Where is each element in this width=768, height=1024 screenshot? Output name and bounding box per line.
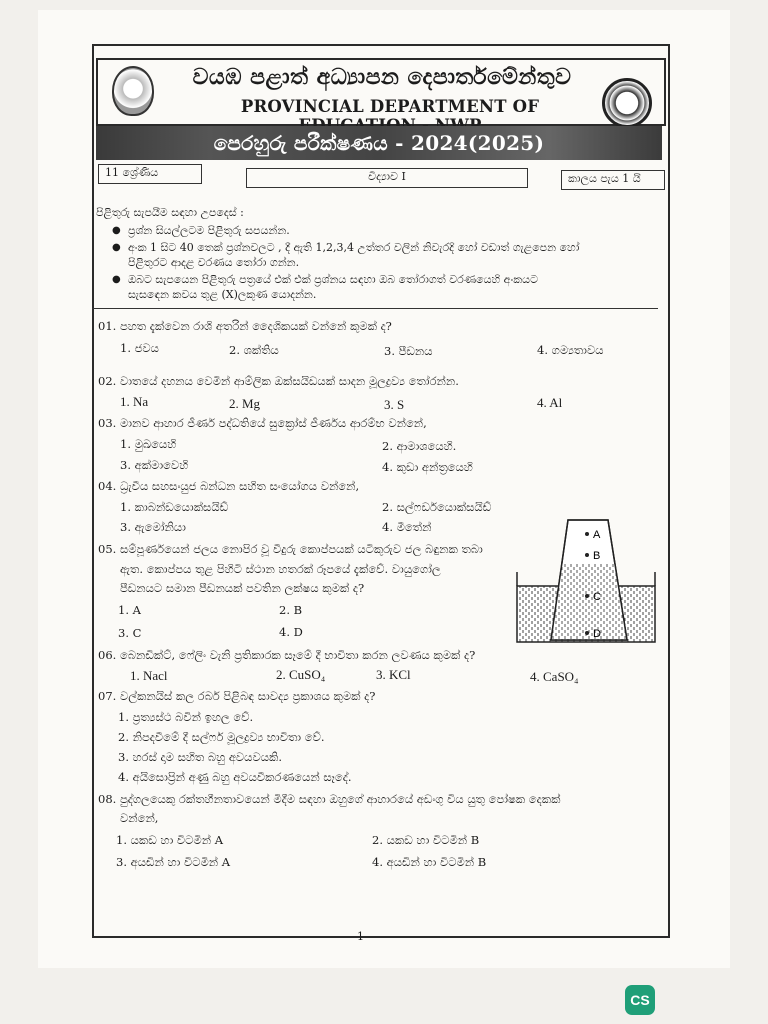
point-b-marker [585, 553, 589, 557]
option: 4. අයඩින් හා විටමින් B [372, 855, 487, 869]
page-number: 1 [357, 930, 364, 943]
point-c-label: C [593, 591, 601, 603]
option: 3. C [118, 626, 142, 640]
option: 4. ගම්‍යතාවය [537, 343, 604, 357]
option: 4. කුඩා අන්ත්‍රයෙහි [382, 460, 473, 474]
option: 2. ශක්තිය [229, 343, 279, 357]
question-04: 04. ධ්‍රැවීය සහසංයුජ බන්ධන සහිත සංයෝගය වන්නේ, [98, 479, 360, 493]
provincial-emblem [602, 78, 652, 128]
instructions-title: පිළිතුරු සැපයීම සඳහා උපදෙස් : [96, 206, 244, 219]
option: 4. අයිසොප්‍රින් අණු බහු අවයවීකරණයෙන් සෑදේ. [118, 770, 352, 784]
option: 2. සල්ෆර්ඩයොක්සයිඩ් [382, 500, 492, 514]
option: 2. CuSO₄ [276, 667, 326, 682]
question-07: 07. වල්කනයිස් කල රබර් පිළිබඳ සාවද්‍ය ප්‍රකාශය කුමක් ද? [98, 689, 376, 703]
instruction-item-cont: පිළිතුරට ආදළ වරණය තෝරා ගන්න. [128, 256, 300, 269]
point-d-label: D [593, 628, 601, 640]
question-01: 01. පහත දැක්වෙන රාශි අතරින් දෛශිකයක් වන්නේ කුමක් ද? [98, 319, 392, 333]
option: 3. ඇමෝනියා [120, 520, 186, 534]
option: 3. S [384, 397, 405, 412]
option: 3. හරස් දාම සහිත බහු අවයවයකි. [118, 750, 282, 764]
option: 1. A [118, 603, 141, 617]
question-05-line3: පීඩනයට සමාන පීඩනයක් පවතින ලක්ෂය කුමක් ද? [120, 581, 365, 595]
option: 1. මුඛයෙහි [120, 437, 177, 451]
instruction-item: ● අංක 1 සිට 40 තෙක් ප්‍රශ්නවලට , දී ඇති 1,2,3,4 උත්තර වලින් නිවැරදි හෝ වඩාත් ගැළපෙන හෝ [128, 239, 579, 256]
grade-label: 11 ශ්‍රේණිය [105, 166, 159, 179]
option: 3. KCl [376, 667, 411, 682]
option: 1. ප්‍රත්‍යස්ථ බවින් ඉහල වේ. [118, 710, 254, 724]
option: 2. Mg [229, 396, 261, 411]
question-08-line2: වන්නේ, [120, 811, 159, 825]
question-05: 05. සම්පූර්ණයෙන් ජලය නොපිර වූ වීදුරු කොප්පයක් යටිකුරුව ජල බඳුනක තබා [98, 542, 483, 556]
question-02: 02. වාතයේ දහනය වෙමින් ආම්ලික ඔක්සයිඩයක් සාදන මූලද්‍රව්‍ය තෝරන්න. [98, 374, 459, 388]
instruction-item: ● ඔබට සැපයෙන පිළිතුරු පත්‍රයේ එක් එක් ප්‍රශ්නය සඳහා ඔබ තෝරාගත් වරණයෙහි අංකයට [128, 271, 538, 288]
camscanner-badge: CS [625, 985, 655, 1015]
point-d-marker [585, 631, 589, 635]
option: 3. අයඩින් හා විටමින් A [116, 855, 231, 869]
option: 1. යකඩ හා විටමින් A [116, 833, 224, 847]
question-05-line2: ඇත. කොප්පය තුළ පිහිටි ස්ථාන හතරක් රූපයේ දැක්වේ. වායුගෝල [120, 562, 441, 576]
question-08: 08. පුද්ගලයෙකු රක්තහීනතාවයෙන් මිදීම සඳහා ඔහුගේ ආහාරයේ අඩංගු විය යුතු පෝෂක දෙකක් [98, 792, 561, 806]
option: 2. යකඩ හා විටමින් B [372, 833, 480, 847]
instruction-item-cont: සැසඳෙන කවය තුළ (X)ලකුණ යොදන්න. [128, 288, 317, 301]
subject-label: විද්‍යාව I [368, 170, 406, 183]
option: 4. Al [537, 395, 563, 410]
option: 2. B [279, 603, 303, 617]
option: 1. ජවය [120, 341, 159, 355]
option: 4. CaSO₄ [530, 669, 579, 684]
point-a-marker [585, 532, 589, 536]
instruction-item: ● ප්‍රශ්න සියල්ලටම පිළිතුරු සපයන්න. [128, 222, 290, 239]
department-title-sinhala: වයඹ පළාත් අධ්‍යාපන දෙපාර්තමේන්තුව [192, 64, 572, 90]
option: 2. ආමාශයෙහි. [382, 439, 457, 453]
option: 3. අක්මාවෙහි [120, 458, 189, 472]
point-c-marker [585, 594, 589, 598]
grade-box [98, 164, 202, 184]
time-box [561, 170, 665, 190]
option: 3. පීඩනය [384, 344, 433, 358]
question-03: 03. මානව ආහාර ජීර්ණ පද්ධතියේ සුක්‍රෝස් ජීර්ණය ආරම්භ වන්නේ, [98, 416, 427, 430]
time-label: කාලය පැය 1 යි [568, 172, 641, 185]
subject-box [246, 168, 528, 188]
exam-title: පෙරහුරු පරීක්ෂණය - 2024(2025) [213, 131, 545, 155]
question-06: 06. බෙනඩික්ට්, ෆේලිං වැනි ප්‍රතිකාරක සෑමේ දී භාවිතා කරන ලවණය කුමක් ද? [98, 648, 476, 662]
point-b-label: B [593, 550, 601, 562]
divider [92, 308, 658, 309]
government-crest-emblem [112, 66, 154, 116]
option: 4. මීතේන් [382, 520, 432, 534]
department-title-english: PROVINCIAL DEPARTMENT OF [240, 97, 540, 116]
inverted-glass [551, 520, 627, 640]
option: 1. Na [120, 394, 149, 409]
option: 1. Nacl [130, 668, 168, 683]
option: 2. නිපදවීමේ දී සල්ෆර් මූලද්‍රව්‍ය භාවිතා වේ. [118, 730, 325, 744]
inverted-glass-diagram [515, 516, 657, 646]
option: 4. D [279, 625, 303, 639]
option: 1. කාබන්ඩයොක්සයිඩ් [120, 500, 229, 514]
point-a-label: A [593, 529, 601, 541]
